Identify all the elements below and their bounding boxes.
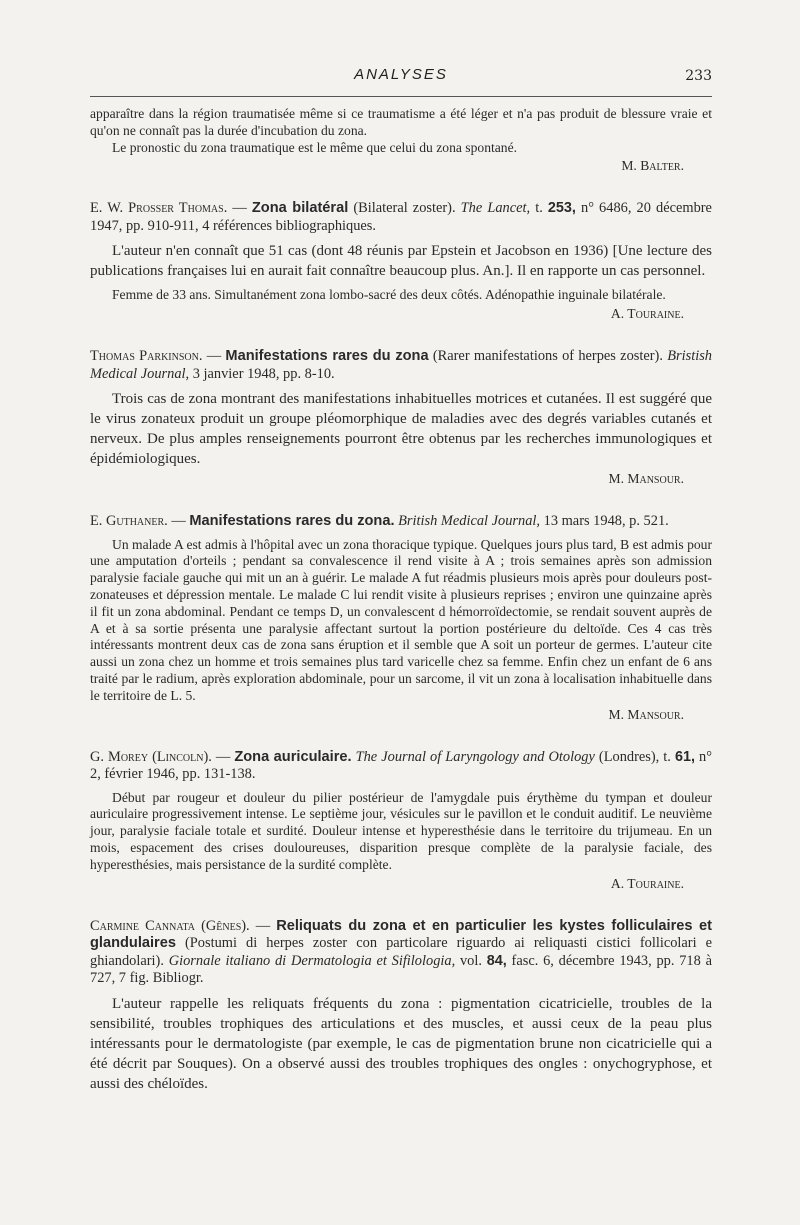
article-body <box>90 106 712 1094</box>
journal-name: Bristish Medical Journal, <box>90 348 712 382</box>
page-header <box>90 62 712 92</box>
paragraph: L'auteur rappelle les reliquats fréquents du zona : pigmentation cicatricielle, troubles de la sensibilité, troubles trophiques des articulations et des muscles, et aussi ceux de la peau plus intéressants pour le dermatologiste (par exemple, le cas de pigmentation brune non cicatricielle qui a été décrit par Souques). On a observé aussi des troubles trophiques des ongles : onychogryphose, et aussi des chéloïdes. <box>90 995 712 1092</box>
journal-name: The Journal of Laryngology and Otology <box>355 748 595 765</box>
journal-name: The Lancet, <box>460 200 531 217</box>
review-prosser-thomas <box>90 200 712 324</box>
author: E. Guthaner. <box>90 513 168 530</box>
volume: 253, <box>547 200 576 217</box>
citation-details: n° 6486, 20 décembre 1947, pp. 910-911, 4 références bibliographiques. <box>90 200 712 234</box>
citation-details: 13 mars 1948, p. 521. <box>543 513 669 530</box>
citation-prefix: vol. <box>459 952 482 969</box>
review-title: Reliquats du zona et en particulier les kystes folliculaires et glandulaires <box>90 917 713 952</box>
author: E. W. Prosser Thomas. <box>90 200 228 217</box>
review-cannata <box>90 918 712 1094</box>
review-heading: E. Guthaner. — Manifestations rares du zona. British Medical Journal, 13 mars 1948, p. 521. <box>90 513 669 530</box>
paragraph: apparaître dans la région traumatisée même si ce traumatisme a été léger et n'a pas produit de blessure vraie et qu'on ne connaît pas la durée d'incubation du zona. <box>90 106 712 138</box>
review-guthaner <box>90 513 712 724</box>
review-balter <box>90 106 712 176</box>
paragraph: Début par rougeur et douleur du pilier postérieur de l'amygdale puis érythème du tympan et douleur auriculaire progressivement intense. Le septième jour, vésicules sur le pavillon et le conduit auditif. Le neuvième jour, paralysie faciale totale et surdité. Douleur intense et hyperesthésie dans le territoire du trijumeau. En un mois, espacement des crises douloureuses, disparition presque complète de la paralysie faciale, des hyperesthésies, mais persistance de la surdité complète. <box>90 789 712 872</box>
volume: 84, <box>486 952 507 969</box>
original-title: (Rarer manifestations of herpes zoster). <box>432 348 663 365</box>
author: G. Morey (Lincoln). <box>90 748 212 765</box>
review-heading: G. Morey (Lincoln). — Zona auriculaire. The Journal of Laryngology and Otology (Londres), t. 61, n° 2, février 1946, pp. 131-138. <box>90 748 712 783</box>
original-title: (Bilateral zoster). <box>353 200 456 217</box>
running-title: ANALYSES <box>354 66 448 83</box>
paragraph: Le pronostic du zona traumatique est le même que celui du zona spontané. <box>112 139 518 155</box>
paragraph: Un malade A est admis à l'hôpital avec un zona thoracique typique. Quelques jours plus tard, B est admis pour une amputation d'orteils ; pendant sa convalescence il rend visite à A ; trois semaines après son admission paralysie faciale gauche qui mit un an à guérir. Le malade A fut réadmis plusieurs mois après pour douleurs post-zonateuses et dépression mentale. Le malade C lui rendit visite à plusieurs reprises ; environ une quinzaine après il fit un zona abdominal. Pendant ce temps D, un convalescent d hémorroïdectomie, se rendait souvent auprès de A et à sa sortie présenta une paralysie affectant surtout la portion postérieure du deltoïde. Ces 4 cas très intéressants montrent deux cas de zona sans éruption et il semble que A soit un porteur de germes. L'auteur cite aussi un zona chez un homme et trois semaines plus tard varicelle chez sa femme. Enfin chez un enfant de 6 ans traité par le radium, après exploration abdominale, pour un sarcome, il vit un zona à localisation inhabituelle dans le territoire de L. 5. <box>90 536 712 703</box>
review-morey <box>90 749 712 894</box>
author: Thomas Parkinson. <box>90 348 203 365</box>
review-heading: Thomas Parkinson. — Manifestations rares du zona (Rarer manifestations of herpes zoster). Bristish Medical Journal, 3 janvier 1948, pp. 8-10. <box>90 348 712 382</box>
journal-name: Giornale italiano di Dermatologia et Sifilologia, <box>168 952 456 969</box>
review-title: Zona auriculaire. <box>234 748 352 765</box>
page-number: 233 <box>685 68 712 84</box>
volume-prefix: t. <box>535 200 543 217</box>
signature: A. Touraine. <box>610 875 684 891</box>
header-rule <box>90 96 712 97</box>
original-title: (Postumi di herpes zoster con particolare riguardo ai reliquasti cistici follicolari e ghiandolari). <box>90 935 712 969</box>
paragraph: Trois cas de zona montrant des manifestations inhabituelles motrices et cutanées. Il est suggéré que le virus zonateux produit un groupe pléomorphique de maladies avec des degrés variables cutanés et nerveux. De plus amples renseignements pourront être obtenus par les recherches immunologiques et épidémiologiques. <box>90 391 712 468</box>
signature: M. Mansour. <box>608 471 684 487</box>
author: Carmine Cannata (Gênes). <box>90 917 250 934</box>
signature: A. Touraine. <box>610 306 684 322</box>
review-heading: E. W. Prosser Thomas. — Zona bilatéral (Bilateral zoster). The Lancet, t. 253, n° 6486, 20 décembre 1947, pp. 910-911, 4 références bibliographiques. <box>90 200 712 234</box>
citation-details: fasc. 6, décembre 1943, pp. 718 à 727, 7 fig. Bibliogr. <box>90 952 712 987</box>
review-title: Zona bilatéral <box>251 200 349 217</box>
paragraph: Femme de 33 ans. Simultanément zona lombo-sacré des deux côtés. Adénopathie inguinale bilatérale. <box>112 287 666 303</box>
signature: M. Mansour. <box>608 706 684 722</box>
journal-name: British Medical Journal, <box>398 513 541 530</box>
volume: 61, <box>674 748 695 765</box>
paragraph: L'auteur n'en connaît que 51 cas (dont 48 réunis par Epstein et Jacobson en 1936) [Une lecture des publications françaises lui en aurait fait connaître beaucoup plus. An.]. Il en rapporte un cas personnel. <box>90 243 712 280</box>
review-heading: Carmine Cannata (Gênes). — Reliquats du zona et en particulier les kystes folliculaires et glandulaires (Postumi di herpes zoster con particolare riguardo ai reliquasti cistici follicolari e ghiandolari). Giornale italiano di Dermatologia et Sifilologia, vol. 84, fasc. 6, décembre 1943, pp. 718 à 727, 7 fig. Bibliogr. <box>90 917 713 987</box>
review-parkinson <box>90 348 712 489</box>
citation-prefix: (Londres), t. <box>598 748 671 765</box>
review-title: Manifestations rares du zona <box>225 348 429 365</box>
review-title: Manifestations rares du zona. <box>189 513 395 530</box>
citation-details: n° 2, février 1946, pp. 131-138. <box>90 748 712 783</box>
signature: M. Balter. <box>621 158 684 174</box>
citation-details: 3 janvier 1948, pp. 8-10. <box>192 365 335 382</box>
